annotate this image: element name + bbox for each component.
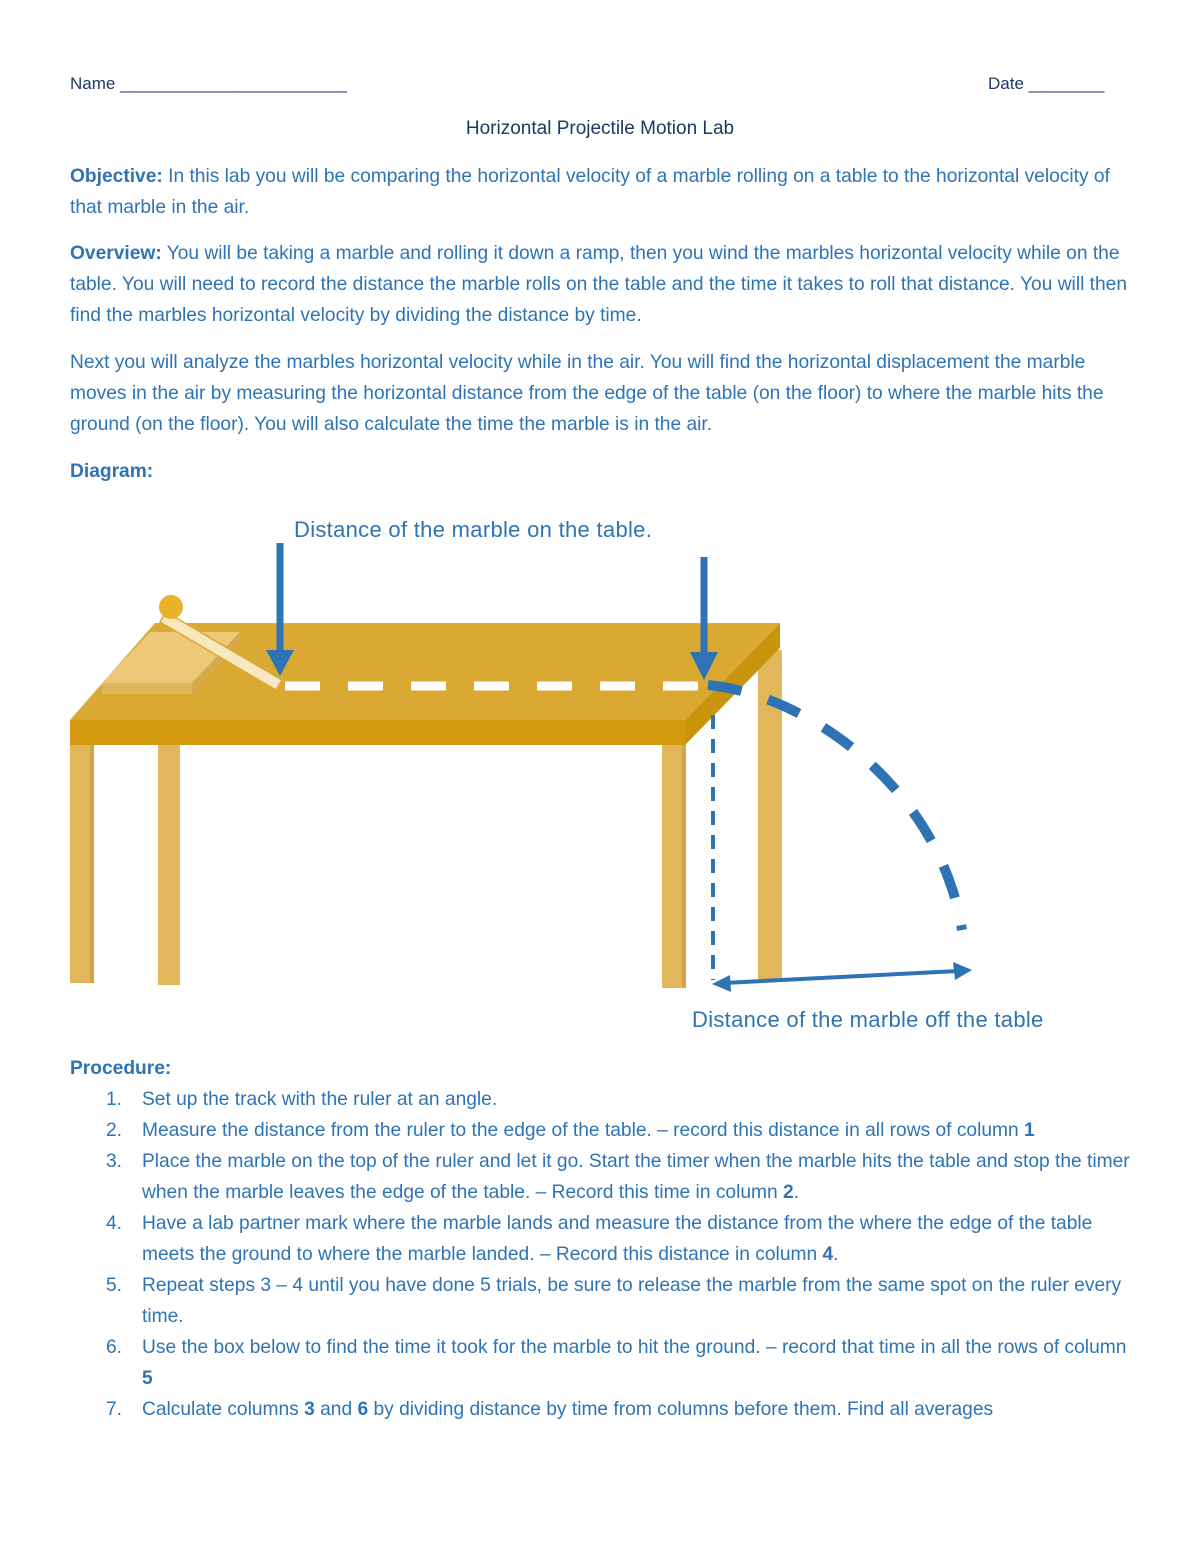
table-front-edge xyxy=(70,720,685,745)
procedure-label: Procedure: xyxy=(70,1058,172,1079)
overview-text: You will be taking a marble and rolling it down a ramp, then you wind the marbles horizontal velocity while on the table. You will need to record the distance the marble rolls on the table and the time it takes to roll that distance. You will then find the marbles horizontal velocity by dividing the distance by time. xyxy=(70,243,1128,326)
objective-label: Objective: xyxy=(70,166,163,187)
procedure-list xyxy=(70,1084,1140,1425)
off-table-distance-label: Distance of the marble off the table xyxy=(692,1007,1044,1032)
projectile-diagram xyxy=(0,500,1200,1020)
objective-paragraph xyxy=(70,161,1140,223)
analysis-paragraph: Next you will analyze the marbles horizontal velocity while in the air. You will find the horizontal displacement the marble moves in the air by measuring the horizontal distance from the edge of the table (on the floor) to where the marble hits the ground (on the floor). You will also calculate the time the marble is in the air. xyxy=(70,352,1104,435)
objective-text: In this lab you will be comparing the horizontal velocity of a marble rolling on a table to the horizontal velocity of that marble in the air. xyxy=(70,166,1110,218)
overview-label: Overview: xyxy=(70,243,162,264)
table-distance-label: Distance of the marble on the table. xyxy=(294,517,653,542)
procedure-step: 5. Repeat steps 3 – 4 until you have done 5 trials, be sure to release the marble from the same spot on the ruler every time. xyxy=(106,1275,1122,1327)
date-field-label: Date ________ xyxy=(988,74,1105,93)
procedure-step: 6. Use the box below to find the time it took for the marble to hit the ground. – record that time in all the rows of column 5 xyxy=(106,1337,1127,1389)
procedure-step: 2. Measure the distance from the ruler to the edge of the table. – record this distance in all rows of column 1 xyxy=(106,1120,1035,1141)
name-field-label: Name ________________________ xyxy=(70,74,347,93)
diagram-label: Diagram: xyxy=(70,461,154,482)
procedure-step: 4. Have a lab partner mark where the marble lands and measure the distance from the where the edge of the table meets the ground to where the marble landed. – Record this distance in column 4. xyxy=(106,1213,1093,1265)
procedure-step: 1. Set up the track with the ruler at an angle. xyxy=(106,1089,498,1110)
procedure-step: 7. Calculate columns 3 and 6 by dividing distance by time from columns before them. Find all averages xyxy=(106,1399,994,1420)
marble xyxy=(159,595,183,619)
overview-paragraph xyxy=(70,238,1140,331)
trajectory-arc xyxy=(708,685,962,930)
page-title: Horizontal Projectile Motion Lab xyxy=(465,118,735,139)
procedure-step: 3. Place the marble on the top of the ruler and let it go. Start the timer when the marble hits the table and stop the timer when the marble leaves the edge of the table. – Record this time in column 2. xyxy=(106,1151,1130,1203)
